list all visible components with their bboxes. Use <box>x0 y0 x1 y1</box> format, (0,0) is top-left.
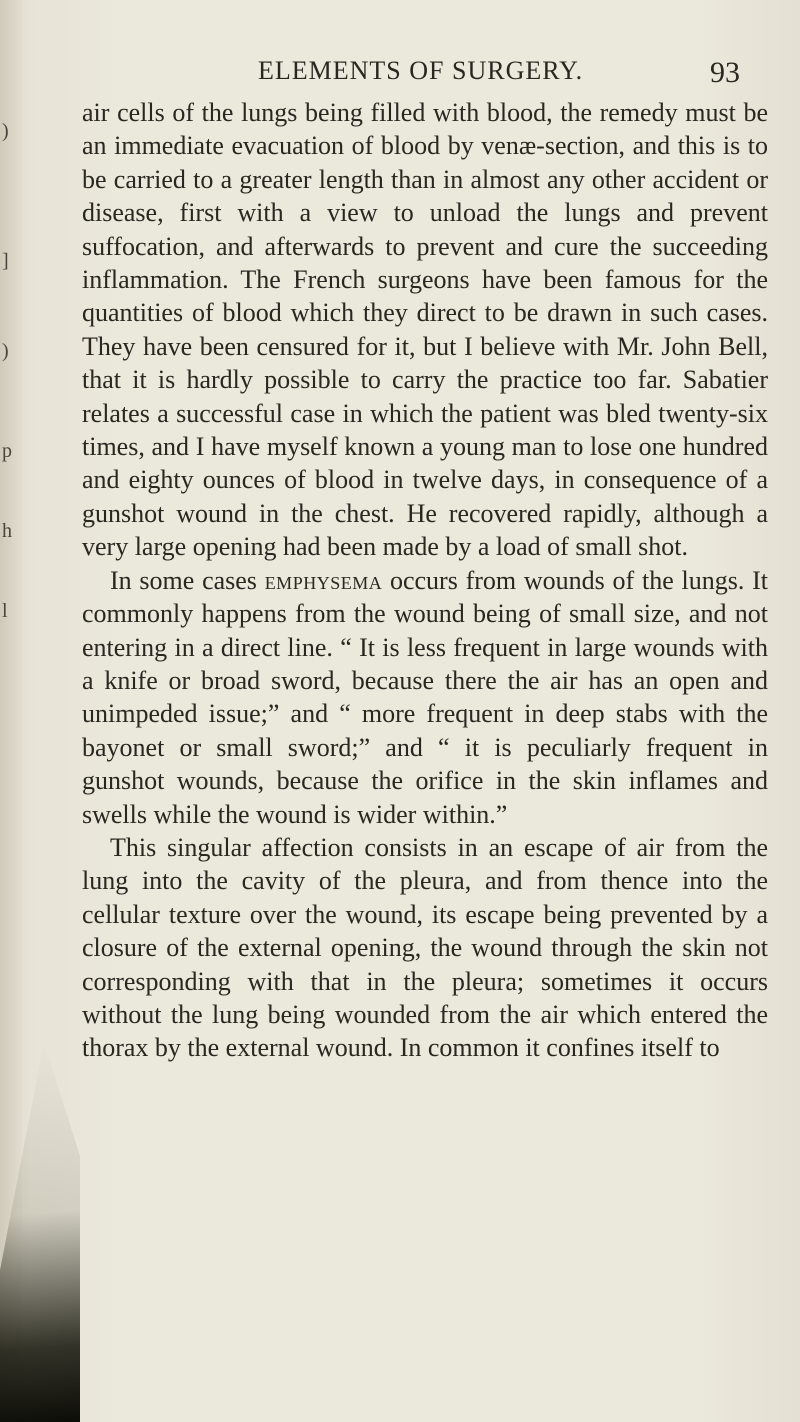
gutter-mark: ) <box>2 120 9 142</box>
emphysema-term: emphysema <box>264 565 383 595</box>
page-header <box>258 56 778 96</box>
gutter-mark: ) <box>2 340 9 362</box>
gutter-mark: ] <box>2 250 9 272</box>
paragraph: In some cases emphysema occurs from wounds of the lungs. It commonly happens from the wound being of small size, and not entering in a direct line. “ It is less frequent in large wounds with a knife or broad sword, because there the air has an open and unimpeded issue;” and “ more frequent in deep stabs with the bayonet or small sword;” and “ it is peculiarly frequent in gunshot wounds, because the orifice in the skin inflames and swells while the wound is wider within.” <box>82 565 768 829</box>
gutter-mark: h <box>2 520 12 542</box>
page-number: 93 <box>710 56 740 89</box>
running-head: ELEMENTS OF SURGERY. <box>258 56 584 85</box>
gutter-mark: p <box>2 440 12 462</box>
gutter-mark: l <box>2 600 8 622</box>
paragraph: air cells of the lungs being filled with blood, the remedy must be an immediate evacuation of blood by venæ-section, and this is to be carried to a greater length than in almost any other accident or disease, first with a view to unload the lungs and prevent suffocation, and afterwards to prevent and cure the succeeding inflammation. The French surgeons have been famous for the quantities of blood which they direct to be drawn in such cases. They have been censured for it, but I believe with Mr. John Bell, that it is hardly possible to carry the practice too far. Sabatier relates a successful case in which the patient was bled twenty-six times, and I have myself known a young man to lose one hundred and eighty ounces of blood in twelve days, in consequence of a gunshot wound in the chest. He recovered rapidly, although a very large opening had been made by a load of small shot. <box>82 98 768 562</box>
body-text <box>82 96 768 1065</box>
paragraph: This singular affection consists in an escape of air from the lung into the cavity of the pleura, and from thence into the cellular texture over the wound, its escape being prevented by a closure of the external opening, the wound through the skin not corresponding with that in the pleura; sometimes it occurs without the lung being wounded from the air which entered the thorax by the external wound. In common it confines itself to <box>82 832 768 1063</box>
